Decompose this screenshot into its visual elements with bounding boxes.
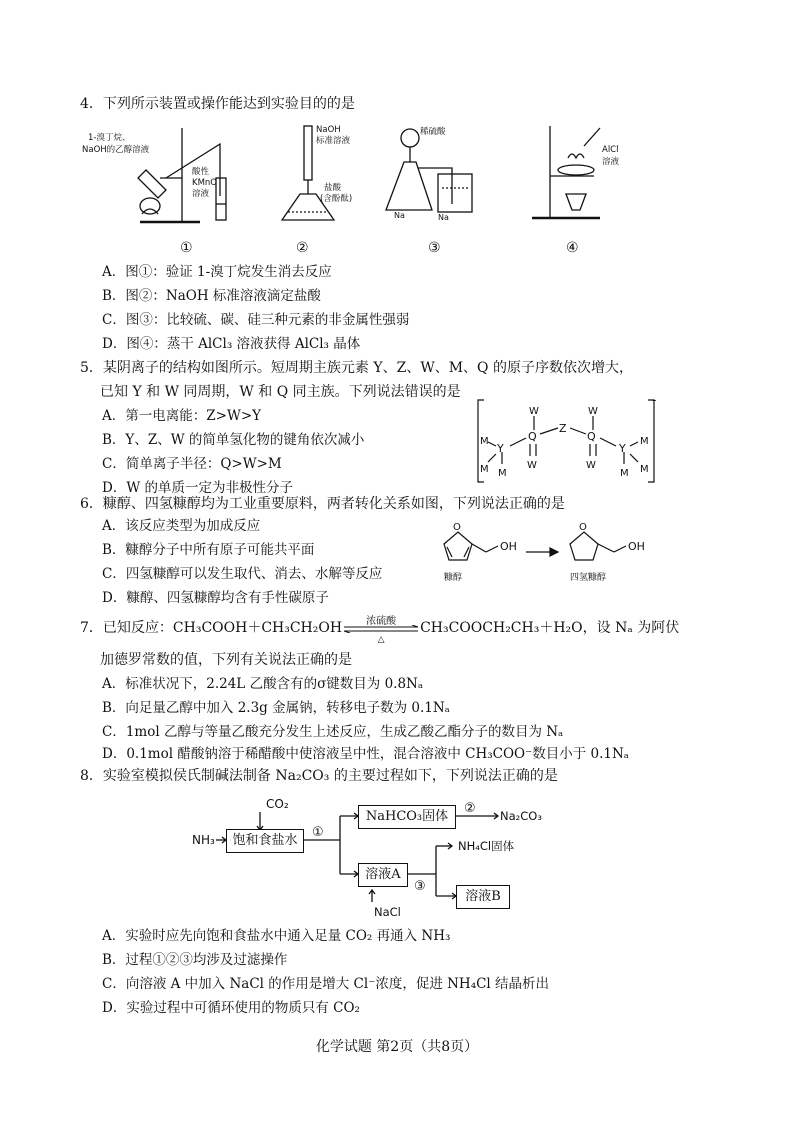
q7-option-b: B．向足量乙醇中加入 2.3g 金属钠，转移电子数为 0.1Nₐ	[102, 700, 450, 716]
q5-stem-line1: 5．某阴离子的结构如图所示。短周期主族元素 Y、Z、W、M、Q 的原子序数依次增大，	[80, 360, 633, 376]
svg-text:W: W	[527, 460, 537, 471]
svg-text:W: W	[529, 406, 539, 417]
q5-option-d: D．W 的单质一定为非极性分子	[102, 480, 293, 496]
svg-text:Na: Na	[394, 211, 405, 220]
q4-option-d: D．图④：蒸干 AlCl₃ 溶液获得 AlCl₃ 晶体	[102, 336, 361, 352]
svg-text:(含酚酞): (含酚酞)	[320, 194, 353, 204]
flow-solution-b-box: 溶液B	[456, 885, 510, 909]
svg-text:OH: OH	[628, 540, 645, 553]
svg-text:溶液: 溶液	[602, 157, 620, 167]
q8-option-a: A．实验时应先向饱和食盐水中通入足量 CO₂ 再通入 NH₃	[102, 928, 451, 944]
svg-text:Y: Y	[497, 442, 504, 455]
apparatus-3	[386, 129, 472, 212]
q6-option-a: A．该反应类型为加成反应	[102, 518, 261, 534]
svg-text:M: M	[640, 436, 649, 447]
q7-equilibrium-arrow: 浓硫酸 △	[342, 618, 420, 638]
q5-option-b: B．Y、Z、W 的简单氢化物的键角依次减小	[102, 432, 365, 448]
svg-text:①: ①	[180, 240, 193, 256]
svg-text:Q: Q	[528, 430, 537, 443]
svg-text:Z: Z	[559, 422, 567, 435]
svg-text:溶液: 溶液	[192, 189, 210, 199]
svg-text:②: ②	[464, 801, 476, 816]
q4-option-b: B．图②：NaOH 标准溶液滴定盐酸	[102, 288, 321, 304]
q7-option-c: C．1mol 乙醇与等量乙酸充分发生上述反应，生成乙酸乙酯分子的数目为 Nₐ	[102, 724, 564, 740]
apparatus-1	[138, 128, 226, 222]
svg-text:-: -	[652, 396, 657, 407]
svg-text:①: ①	[312, 825, 324, 840]
svg-text:NaCl: NaCl	[374, 905, 401, 919]
svg-text:CO₂: CO₂	[266, 797, 289, 811]
q4-apparatus-figure	[80, 118, 620, 260]
mol1-label: 糠醇	[444, 573, 463, 583]
page-footer: 化学试题 第2页（共8页）	[315, 1039, 479, 1055]
q6-option-d: D．糠醇、四氢糠醇均含有手性碳原子	[102, 590, 329, 606]
flow-brine-box: 饱和食盐水	[226, 829, 304, 853]
q8-option-d: D．实验过程中可循环使用的物质只有 CO₂	[102, 1000, 360, 1016]
q8-option-b: B．过程①②③均涉及过滤操作	[102, 952, 288, 968]
svg-text:O: O	[579, 522, 587, 533]
q6-reaction-figure	[428, 516, 664, 588]
svg-text:Na: Na	[438, 213, 449, 222]
q7-option-d: D．0.1mol 醋酸钠溶于稀醋酸中使溶液呈中性，混合溶液中 CH₃COO⁻数目小于 0.1Nₐ	[102, 746, 630, 762]
svg-text:M: M	[480, 436, 489, 447]
q4-stem: 4．下列所示装置或操作能达到实验目的的是	[80, 96, 355, 112]
svg-text:NH₄Cl固体: NH₄Cl固体	[458, 839, 515, 853]
q7-option-a: A．标准状况下，2.24L 乙酸含有的σ键数目为 0.8Nₐ	[102, 676, 424, 692]
q8-option-c: C．向溶液 A 中加入 NaCl 的作用是增大 Cl⁻浓度，促进 NH₄Cl 结晶析出	[102, 976, 550, 992]
q5-anion-structure	[476, 396, 660, 488]
svg-text:M: M	[620, 468, 629, 479]
svg-text:④: ④	[566, 240, 579, 256]
svg-text:W: W	[586, 460, 596, 471]
svg-text:酸性: 酸性	[192, 167, 210, 177]
svg-text:OH: OH	[500, 540, 517, 553]
svg-text:NH₃: NH₃	[192, 833, 215, 847]
flow-nahco3-box: NaHCO₃固体	[358, 805, 456, 829]
apparatus-4	[532, 126, 600, 218]
svg-text:O: O	[453, 522, 461, 533]
svg-text:②: ②	[296, 240, 309, 256]
svg-text:M: M	[498, 468, 507, 479]
svg-text:Na₂CO₃: Na₂CO₃	[500, 809, 542, 823]
svg-text:标准溶液: 标准溶液	[316, 136, 351, 146]
svg-text:NaOH: NaOH	[316, 125, 341, 135]
svg-text:③: ③	[428, 240, 441, 256]
q5-option-a: A．第一电离能：Z>W>Y	[102, 408, 262, 424]
svg-text:W: W	[588, 406, 598, 417]
q4-option-a: A．图①：验证 1-溴丁烷发生消去反应	[102, 264, 332, 280]
q7-stem-line2: 加德罗常数的值，下列有关说法正确的是	[100, 652, 352, 668]
mol2-label: 四氢糠醇	[570, 573, 607, 583]
svg-text:1-溴丁烷、: 1-溴丁烷、	[88, 133, 131, 143]
q6-stem: 6．糠醇、四氢糠醇均为工业重要原料，两者转化关系如图，下列说法正确的是	[80, 496, 565, 512]
svg-text:AlCl: AlCl	[602, 145, 619, 155]
q5-stem-line2: 已知 Y 和 W 同周期，W 和 Q 同主族。下列说法错误的是	[100, 384, 461, 400]
flow-solution-a-box: 溶液A	[358, 863, 408, 887]
svg-text:Y: Y	[619, 442, 626, 455]
svg-text:盐酸: 盐酸	[324, 183, 342, 193]
q6-option-c: C．四氢糠醇可以发生取代、消去、水解等反应	[102, 566, 383, 582]
q6-option-b: B．糠醇分子中所有原子可能共平面	[102, 542, 315, 558]
svg-text:NaOH的乙醇溶液: NaOH的乙醇溶液	[82, 145, 150, 155]
svg-text:M: M	[480, 464, 489, 475]
svg-text:③: ③	[414, 879, 426, 894]
svg-text:稀硫酸: 稀硫酸	[420, 127, 446, 137]
q7-stem-line1: 7．已知反应：CH₃COOH＋CH₃CH₂OH 浓硫酸 △ CH₃COOCH₂CH₃＋H₂O，设 Nₐ 为阿伏	[80, 616, 680, 645]
q5-option-c: C．简单离子半径：Q>W>M	[102, 456, 282, 472]
svg-text:Q: Q	[587, 430, 596, 443]
q4-option-c: C．图③：比较硫、碳、硅三种元素的非金属性强弱	[102, 312, 410, 328]
q8-stem: 8．实验室模拟侯氏制碱法制备 Na₂CO₃ 的主要过程如下，下列说法正确的是	[80, 768, 558, 784]
svg-text:KMnO: KMnO	[192, 178, 217, 188]
svg-text:M: M	[640, 464, 649, 475]
